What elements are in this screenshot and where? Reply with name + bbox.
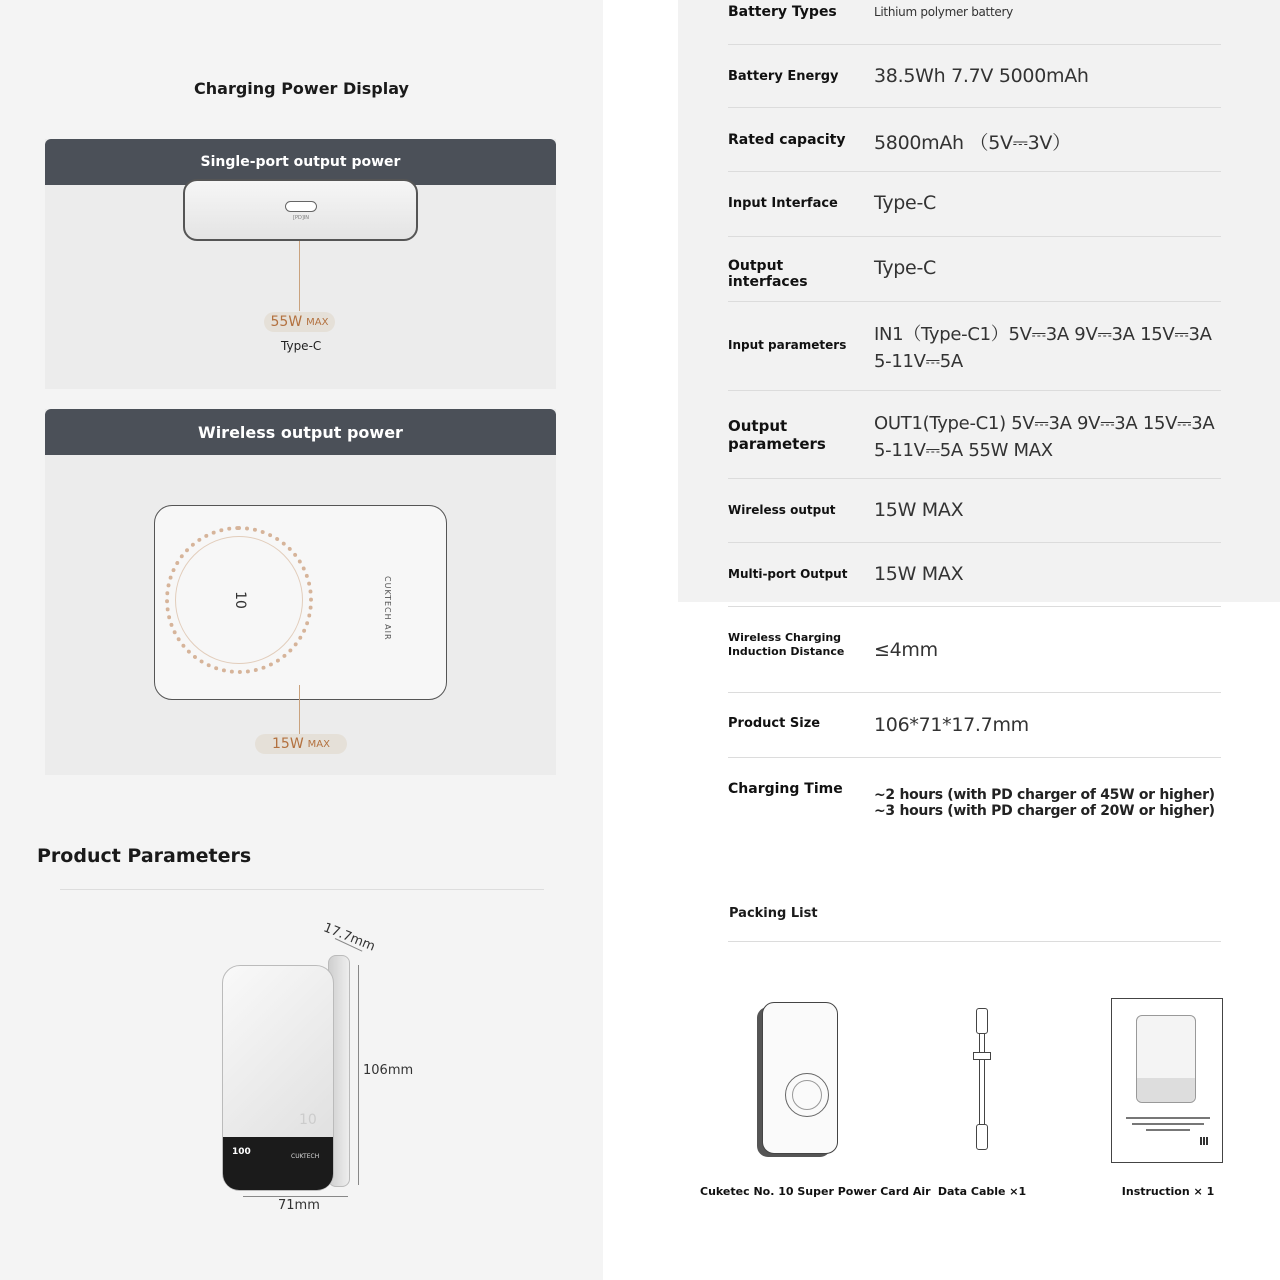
width-label: 71mm — [278, 1198, 320, 1213]
spec-row — [728, 479, 1221, 543]
packing-item-label: Instruction × 1 — [1121, 1185, 1215, 1198]
power-bank-display-band — [223, 1137, 333, 1190]
width-dimension-line — [243, 1196, 348, 1197]
wireless-header: Wireless output power — [45, 409, 556, 455]
divider — [60, 889, 544, 890]
packing-list-title: Packing List — [729, 906, 818, 921]
leader-line — [299, 241, 300, 311]
spec-label: Charging Time — [728, 781, 843, 797]
power-bank-image — [222, 955, 347, 1193]
spec-value: Type-C — [874, 257, 936, 279]
spec-row — [728, 607, 1221, 693]
single-port-power: 55W — [270, 314, 303, 330]
spec-row — [728, 391, 1221, 479]
spec-row — [728, 758, 1221, 838]
power-bank-line-drawing — [762, 1002, 838, 1154]
usb-c-plug-icon — [976, 1124, 988, 1150]
product-parameters-title: Product Parameters — [37, 845, 252, 867]
spec-label: Battery Types — [728, 4, 837, 20]
wireless-power: 15W — [272, 736, 304, 752]
spec-label: Wireless Charging Induction Distance — [728, 631, 845, 658]
spec-value: 15W MAX — [874, 563, 964, 585]
spec-row — [728, 693, 1221, 758]
height-label: 106mm — [363, 1063, 414, 1078]
single-port-power-badge — [264, 312, 335, 332]
wireless-panel — [45, 409, 556, 775]
manual-cover-image — [1136, 1015, 1196, 1103]
qr-code-icon — [1200, 1137, 1208, 1145]
spec-value: ~2 hours (with PD charger of 45W or higher) ~3 hours (with PD charger of 20W or higher) — [874, 787, 1215, 819]
spec-value: 106*71*17.7mm — [874, 714, 1029, 736]
single-port-header: Single-port output power — [45, 139, 556, 185]
single-port-type: Type-C — [281, 339, 322, 353]
spec-row — [728, 172, 1221, 237]
device-mark: 10 — [231, 591, 248, 609]
packing-item-label: Cuketec No. 10 Super Power Card Air — [700, 1185, 931, 1198]
device-brand: CUKTECH — [291, 1153, 320, 1160]
spec-value: ≤4mm — [874, 639, 938, 661]
spec-value: Type-C — [874, 192, 936, 214]
instruction-manual-drawing — [1111, 998, 1223, 1163]
packing-item-label: Data Cable ×1 — [937, 1185, 1027, 1198]
single-port-max: MAX — [306, 316, 329, 328]
device-mark: 10 — [299, 1112, 317, 1128]
cable-tag — [973, 1052, 991, 1060]
spec-value: OUT1(Type-C1) 5V⎓3A 9V⎓3A 15V⎓3A 5-11V⎓5A 55W MAX — [874, 413, 1215, 461]
spec-label: Multi-port Output — [728, 567, 848, 581]
spec-value: 38.5Wh 7.7V 5000mAh — [874, 65, 1089, 87]
spec-row — [728, 108, 1221, 172]
spec-label: Rated capacity — [728, 132, 846, 148]
divider — [728, 941, 1221, 942]
spec-value: IN1（Type-C1）5V⎓3A 9V⎓3A 15V⎓3A 5-11V⎓5A — [874, 324, 1212, 372]
single-port-panel — [45, 139, 556, 389]
spec-row — [728, 302, 1221, 391]
height-dimension-line — [358, 965, 359, 1185]
spec-row — [728, 0, 1221, 45]
cable-wire — [979, 1034, 985, 1124]
spec-label: Output parameters — [728, 417, 826, 453]
charging-display-title: Charging Power Display — [194, 79, 409, 98]
spec-label: Output interfaces — [728, 258, 808, 290]
battery-display: 100 — [232, 1147, 251, 1157]
spec-label: Input parameters — [728, 338, 847, 352]
data-cable-line-drawing — [975, 1008, 989, 1150]
wireless-max: MAX — [307, 738, 330, 750]
spec-label: Battery Energy — [728, 69, 839, 84]
spec-row — [728, 237, 1221, 302]
spec-value: 5800mAh （5V⎓3V） — [874, 132, 1071, 154]
spec-value: Lithium polymer battery — [874, 5, 1013, 19]
spec-label: Wireless output — [728, 503, 836, 517]
spec-row — [728, 543, 1221, 607]
spec-row — [728, 45, 1221, 108]
power-bank-front-illustration — [154, 505, 447, 700]
wireless-power-badge — [255, 734, 347, 754]
depth-label: 17.7mm — [321, 920, 378, 955]
power-bank-side-illustration — [183, 179, 418, 241]
leader-line — [299, 685, 300, 735]
usb-c-plug-icon — [976, 1008, 988, 1034]
spec-label: Product Size — [728, 716, 821, 731]
device-brand: CUKTECH AIR — [383, 576, 392, 641]
spec-value: 15W MAX — [874, 499, 964, 521]
usb-c-port-icon — [285, 201, 317, 212]
spec-label: Input Interface — [728, 196, 838, 211]
port-marking: [PD]IN — [293, 215, 309, 221]
